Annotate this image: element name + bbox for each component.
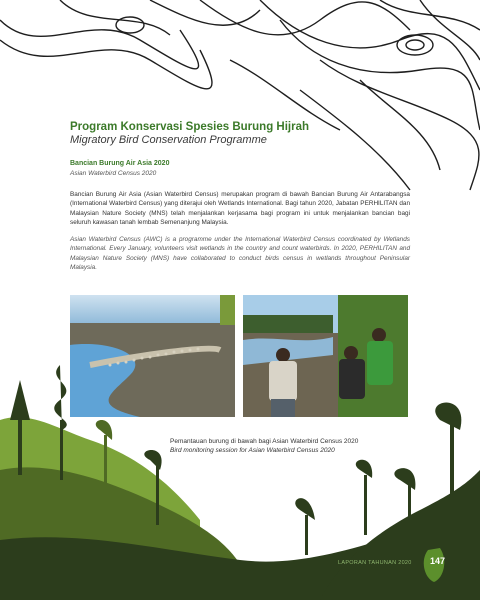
- main-content: [70, 120, 410, 280]
- report-label: LAPORAN TAHUNAN 2020: [338, 560, 412, 566]
- caption-malay: Pemantauan burung di bawah bagi Asian Waterbird Census 2020: [170, 437, 359, 445]
- page-title: Program Konservasi Spesies Burung Hijrah: [70, 121, 310, 133]
- photo-caption: [170, 437, 410, 455]
- page-number: 147: [430, 556, 446, 566]
- section-subtitle: Asian Waterbird Census 2020: [70, 170, 157, 177]
- english-paragraph: Asian Waterbird Census (AWC) is a programme under the International Waterbird Census coordinated by Wetlands International. Every January, volunteers visit wetlands in the country and count waterbirds. In 2020, PERHILITAN and Malaysian Nature Society (MNS) have collaborated to conduct birds census in wetlands throughout Peninsular Malaysia.: [70, 236, 410, 272]
- page-subtitle: Migratory Bird Conservation Programme: [70, 134, 267, 146]
- section-title: Bancian Burung Air Asia 2020: [70, 160, 170, 167]
- caption-english: Bird monitoring session for Asian Waterbird Census 2020: [170, 446, 335, 454]
- malay-paragraph: Bancian Burung Air Asia (Asian Waterbird Census) merupakan program di bawah Bancian Burung Air Antarabangsa (International Waterbird Census) yang diterajui oleh Wetlands International. Bagi tahun 2020, Jabatan PERHILITAN dan Malaysian Nature Society (MNS) telah menjalankan kerjasama bagi program ini untuk menjalankan bancian bagi seluruh kawasan tanah lembab Semenanjung Malaysia.: [70, 191, 410, 226]
